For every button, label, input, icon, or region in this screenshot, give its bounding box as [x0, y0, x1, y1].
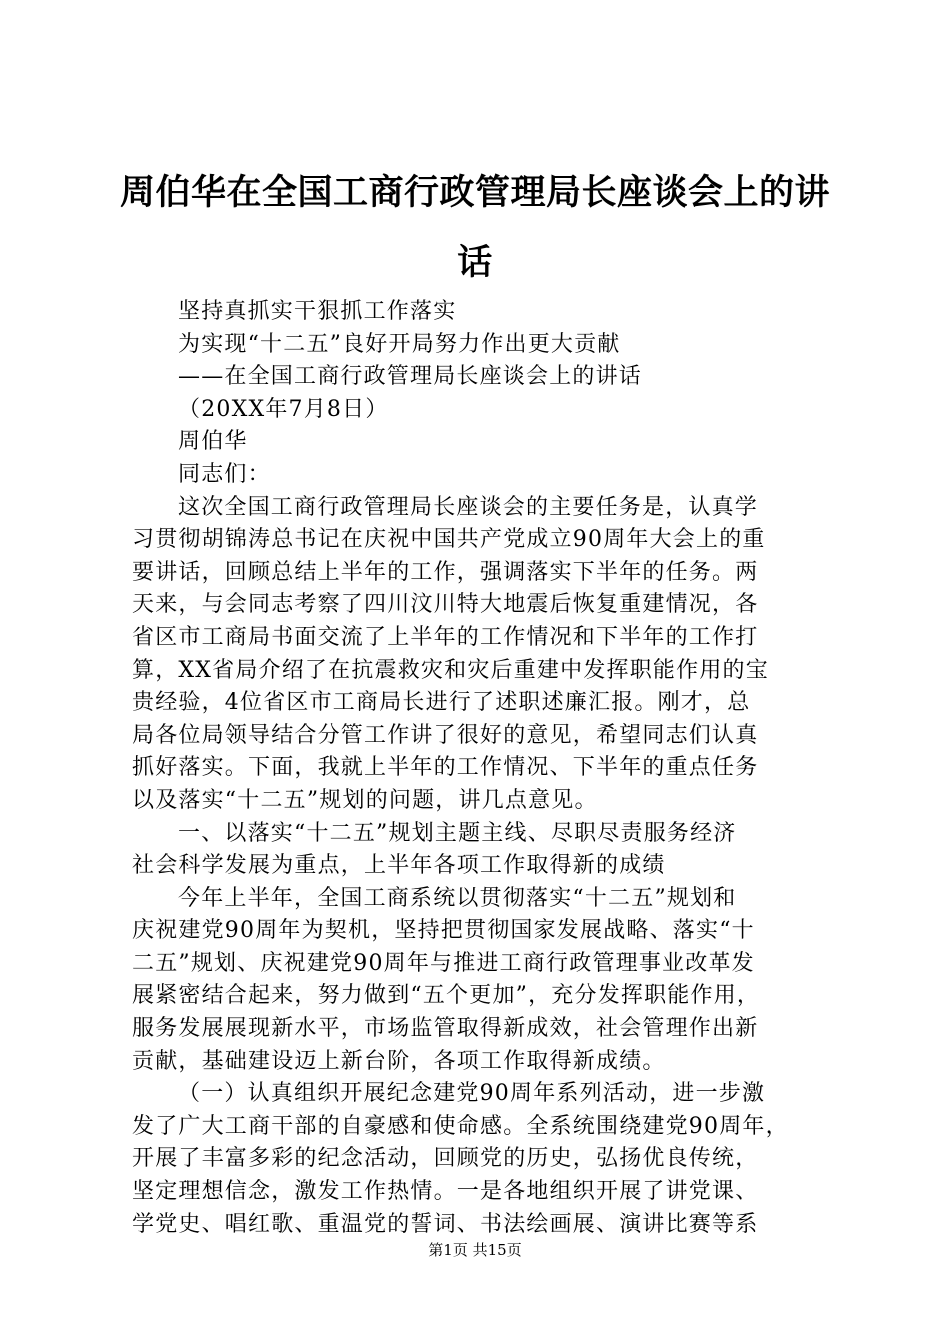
paragraph-line: 庆祝建党90周年为契机，坚持把贯彻国家发展战略、落实“十 [132, 918, 755, 944]
document-title [120, 158, 830, 298]
speech-date: （20XX年7月8日） [178, 396, 389, 422]
paragraph-line: 二五”规划、庆祝建党90周年与推进工商行政管理事业改革发 [132, 950, 755, 976]
paragraph-line: 局各位局领导结合分管工作讲了很好的意见，希望同志们认真 [132, 722, 759, 748]
paragraph-line: 算，XX省局介绍了在抗震救灾和灾后重建中发挥职能作用的宝 [132, 657, 769, 683]
paragraph-line: 省区市工商局书面交流了上半年的工作情况和下半年的工作打 [132, 624, 759, 650]
paragraph-line: 贵经验，4位省区市工商局长进行了述职述廉汇报。刚才，总 [132, 690, 751, 716]
salutation: 同志们： [178, 461, 271, 487]
page-footer: 第1页 共15页 [428, 1241, 522, 1259]
paragraph-line: 学党史、唱红歌、重温党的誓词、书法绘画展、演讲比赛等系 [132, 1211, 759, 1237]
title-line-2: 话 [457, 243, 493, 283]
title-line-1: 周伯华在全国工商行政管理局长座谈会上的讲 [120, 173, 831, 213]
paragraph-line: 贡献，基础建设迈上新台阶，各项工作取得新成绩。 [132, 1048, 666, 1074]
paragraph-line: 以及落实“十二五”规划的问题，讲几点意见。 [132, 787, 598, 813]
subtitle-line: ——在全国工商行政管理局长座谈会上的讲话 [178, 364, 643, 390]
paragraph-line: 今年上半年，全国工商系统以贯彻落实“十二五”规划和 [178, 885, 737, 911]
paragraph-line: 这次全国工商行政管理局长座谈会的主要任务是，认真学 [178, 494, 759, 520]
paragraph-line: 展紧密结合起来，努力做到“五个更加”，充分发挥职能作用， [132, 983, 761, 1009]
paragraph-line: 习贯彻胡锦涛总书记在庆祝中国共产党成立90周年大会上的重 [132, 527, 766, 553]
section-heading-line: 社会科学发展为重点，上半年各项工作取得新的成绩 [132, 853, 666, 879]
paragraph-line: 抓好落实。下面，我就上半年的工作情况、下半年的重点任务 [132, 755, 759, 781]
paragraph-line: 开展了丰富多彩的纪念活动，回顾党的历史，弘扬优良传统， [132, 1146, 759, 1172]
subtitle-line: 坚持真抓实干狠抓工作落实 [178, 299, 457, 324]
paragraph-line: 服务发展展现新水平，市场监管取得新成效，社会管理作出新 [132, 1016, 759, 1042]
speaker-name: 周伯华 [178, 429, 248, 455]
paragraph-line: 发了广大工商干部的自豪感和使命感。全系统围绕建党90周年， [132, 1113, 789, 1139]
subtitle-line: 为实现“十二五”良好开局努力作出更大贡献 [178, 331, 621, 357]
document-body [132, 296, 832, 1241]
paragraph-line: 坚定理想信念，激发工作热情。一是各地组织开展了讲党课、 [132, 1179, 759, 1205]
paragraph-line: 要讲话，回顾总结上半年的工作，强调落实下半年的任务。两 [132, 559, 759, 585]
paragraph-line: （一）认真组织开展纪念建党90周年系列活动，进一步激 [178, 1081, 766, 1107]
paragraph-line: 天来，与会同志考察了四川汶川特大地震后恢复重建情况，各 [132, 592, 759, 618]
section-heading-line: 一、以落实“十二五”规划主题主线、尽职尽责服务经济 [178, 820, 737, 846]
